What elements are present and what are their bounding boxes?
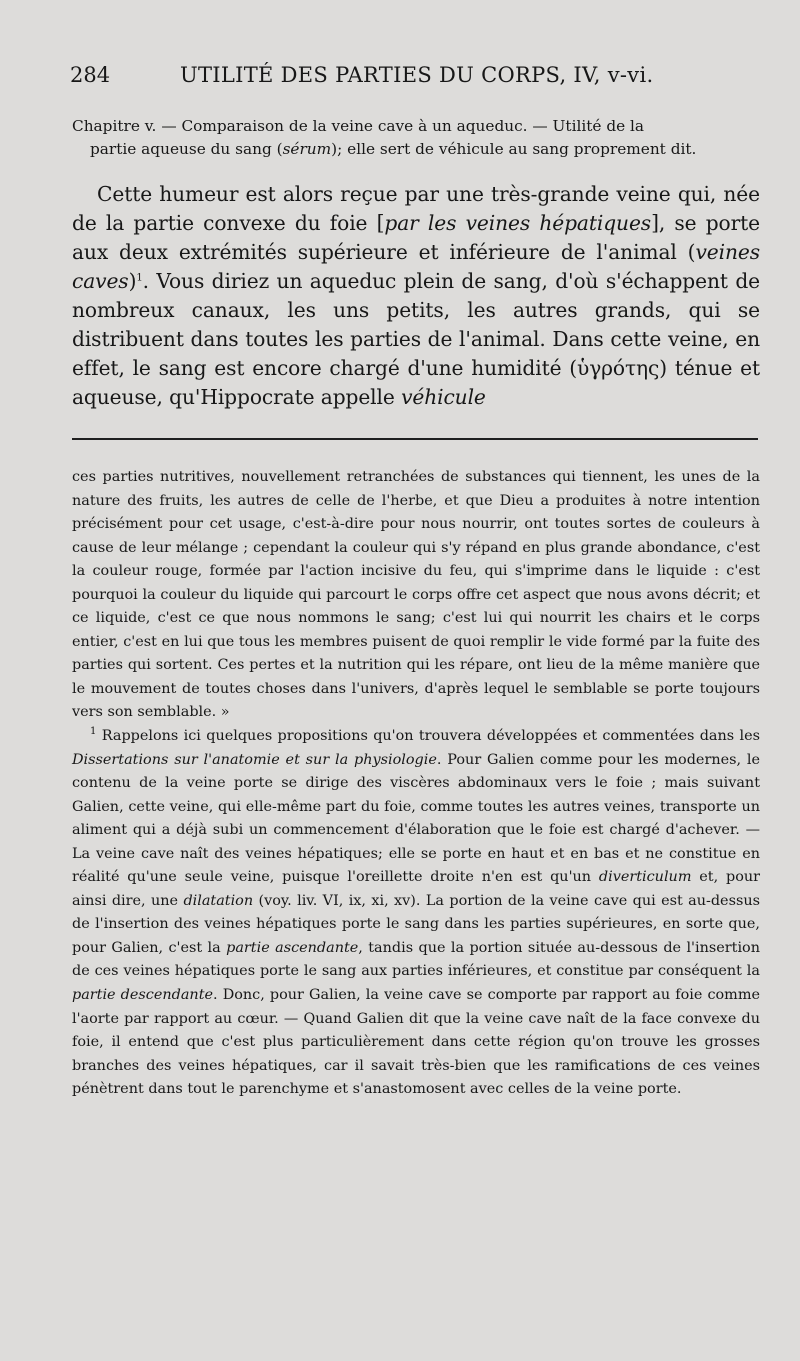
footnote-reference: 1 — [136, 272, 143, 284]
chapter-summary-text: partie aqueuse du sang ( — [90, 140, 283, 158]
main-text-italic: veines caves — [72, 240, 760, 293]
note-continuation: ces parties nutritives, nouvellement retranchées de substances qui tiennent, les unes de la nature des fruits, les autres de celle de l'herbe, et que Dieu a produites à notre intention précisément pour cet usage, c'est-à-dire pour nous nourrir, ont toutes sortes de couleurs à cause de leur mélange ; cependant la couleur qui s'y répand en plus grande abondance, c'est la couleur rouge, formée par l'action incisive du feu, qui s'imprime dans le liquide : c'est pourquoi la couleur du liquide qui parcourt le corps offre cet aspect que nous avons décrit; et ce liquide, c'est ce que nous nommons le sang; c'est lui qui nourrit les chairs et le corps entier, c'est en lui que tous les membres puisent de quoi remplir le vide formé par la fuite des parties qui sortent. Ces pertes et la nutrition qui les répare, ont lieu de la même manière que le mouvement de toutes choses dans l'univers, d'après lequel le semblable se porte toujours vers son semblable. » — [72, 469, 760, 721]
footnote-text: . Donc, pour Galien, la veine cave se comporte par rapport au foie comme l'aorte par rapport au cœur. — Quand Galien dit que la veine cave naît de la face convexe du foie, il entend que c'est plus particulièrement dans cette région qu'on trouve les grosses branches des veines hépatiques, car il savait très-bien que les ramifications de ces veines pénètrent dans tout le parenchyme et s'anastomosent avec celles de la veine porte. — [72, 987, 760, 1098]
footnote-text: et, pour ainsi dire, une — [72, 869, 761, 909]
main-text-segment: ], se porte aux deux extrémités supérieure et inférieure de l'animal ( — [72, 211, 761, 264]
running-title: UTILITÉ DES PARTIES DU CORPS, IV, v-vi. — [180, 63, 654, 87]
chapter-summary-italic: sérum — [282, 140, 332, 158]
notes-divider — [72, 438, 758, 440]
main-text-segment: ) — [128, 269, 137, 293]
footnote-text: (voy. liv. VI, ix, xi, xv). La portion de la veine cave qui est au-dessus de l'insertion des veines hépatiques porte le sang dans les parties supérieures, en sorte que, pour Galien, c'est la — [72, 892, 761, 956]
chapter-summary-line-2 — [72, 138, 760, 161]
footnote-text: , tandis que la portion située au-dessous de l'insertion de ces veines hépatiques porte le sang aux parties inférieures, et constitue par conséquent la — [72, 939, 760, 980]
main-text-italic: véhicule — [401, 385, 486, 409]
footnote-italic: dilatation — [183, 892, 254, 909]
notes-section — [72, 466, 760, 1102]
footnote-italic: Dissertations sur l'anatomie et sur la physiologie — [72, 751, 437, 768]
footnote-number: 1 — [90, 726, 97, 738]
footnote-1 — [72, 725, 760, 1102]
chapter-summary-text-end: ); elle sert de véhicule au sang proprement dit. — [331, 140, 697, 158]
chapter-summary-line-1: — Comparaison de la veine cave à un aqueduc. — Utilité de la — [161, 117, 645, 135]
footnote-italic: partie descendante — [72, 987, 214, 1004]
main-paragraph — [72, 180, 760, 412]
footnote-italic: diverticulum — [598, 869, 692, 886]
main-text — [72, 180, 760, 412]
page-number: 284 — [70, 63, 111, 87]
chapter-summary — [72, 115, 760, 161]
footnote-text: Rappelons ici quelques propositions qu'on trouvera développées et commentées dans les — [96, 728, 760, 745]
main-text-italic: par les veines hépatiques — [384, 211, 652, 235]
page-header — [70, 60, 760, 90]
footnote-text: . Pour Galien comme pour les modernes, le contenu de la veine porte se dirige des viscères abdominaux vers le foie ; mais suivant Galien, cette veine, qui elle-même part du foie, comme toutes les autres veines, transporte un aliment qui a déjà subi un commencement d'élaboration que le foie est chargé d'achever. — La veine cave naît des veines hépatiques; elle se porte en haut et en bas et ne constitue en réalité qu'une seule veine, puisque l'oreillette droite n'en est qu'un — [72, 751, 760, 886]
footnote-italic: partie ascendante — [226, 939, 359, 956]
main-text-segment: Cette humeur est alors reçue par une très-grande veine qui, née de la partie convexe du foie [ — [72, 182, 760, 235]
chapter-label: Chapitre v. — [72, 117, 157, 135]
main-text-segment: . Vous diriez un aqueduc plein de sang, d'où s'échappent de nombreux canaux, les uns petits, les autres grands, qui se distribuent dans toutes les parties de l'animal. Dans cette veine, en effet, le sang est encore chargé d'une humidité (ὑγρότης) ténue et aqueuse, qu'Hippocrate appelle — [72, 269, 760, 409]
